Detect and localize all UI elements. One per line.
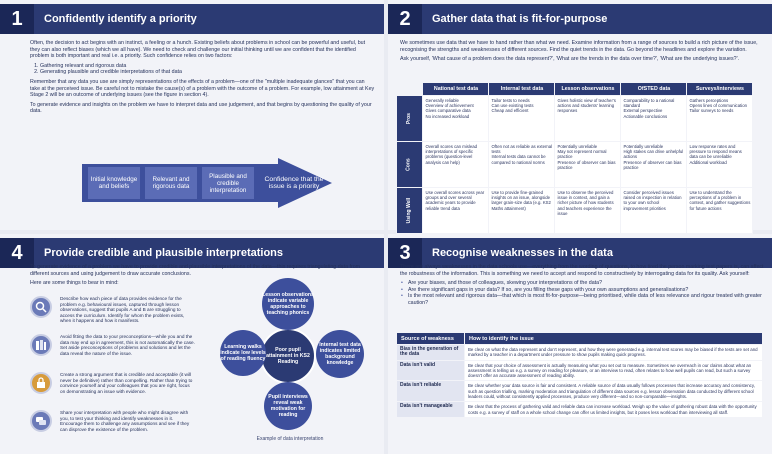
table-cell: Data isn't reliable bbox=[397, 381, 465, 402]
section-2-header bbox=[388, 4, 772, 34]
diagram-caption: Example of data interpretation bbox=[256, 436, 324, 442]
table-cell: Be clear that the process of gathering valid and reliable data can increase workload. Weigh up the value of gathering robust data with the opportunity costs e.g. a survey of staff on a whole school change can offer us limited insights, but it poses less workload than interviewing all staff. bbox=[465, 402, 763, 418]
table-cell: Use overall scores across year groups and over several academic years to provide reliable trend data bbox=[423, 188, 489, 234]
column-header: National test data bbox=[423, 83, 489, 96]
table-row bbox=[397, 188, 753, 234]
paragraph: Remember that any data you use are simply representations of the effects of a problem—one of the "multiple inadequate glances" that you can take at the perceived issue. Be careful not to mistake the cause(s) of a problem with the outcome of a problem. For example, low attainment at Key Stage 2 will be an outcome of underlying issues (see the figure in section 4). bbox=[30, 78, 375, 99]
intro-paragraph: There are always weaknesses in the data schools use—everything from the wording of questions, to how tired the person marking test papers is, can affect the robustness of the information. This is something we need to accept and respond to constructively by interrogating data for its quality. Ask yourself: bbox=[400, 264, 764, 277]
diagram-circle: Internal test data indicates limited background knowledge bbox=[316, 330, 364, 378]
table-row bbox=[397, 142, 753, 188]
table-row bbox=[397, 402, 763, 418]
intro-paragraph: To generate evidence of a problem we have to provide credible and plausible interpretations of the data—this requires triangulating data from different sources and using judgement to draw accurate conclusions. bbox=[30, 264, 361, 277]
list-item: • Are your biases, and those of colleagues, skewing your interpretations of the data? bbox=[400, 280, 764, 287]
table-cell: Often not as reliable as external tests Internal tests data cannot be compared to national norms bbox=[489, 142, 555, 188]
column-header: How to identify the issue bbox=[465, 333, 763, 345]
table-row bbox=[397, 360, 763, 381]
section-3-body bbox=[400, 264, 764, 310]
list-item: 1. Gathering relevant and rigorous data bbox=[40, 63, 376, 70]
section-title: Confidently identify a priority bbox=[44, 13, 197, 25]
table-cell: Use to observe the perceived issue in context, and gain a richer picture of how students and teachers experience the issue bbox=[555, 188, 621, 234]
row-label: Pros bbox=[397, 96, 423, 142]
paragraph: Ask yourself, 'What cause of a problem does the data represent?', 'What are the trends in the data over time?', 'What are the underlying issues?'. bbox=[400, 56, 740, 63]
table-cell: Be clear whether your data source is fair and consistent. A reliable source of data usually follows processes that increase accuracy and consistency, such as question trialling, marking moderation and triangulation of different data sources e.g. lesson observation data conducted by different school leaders could, without consistently applied processes, produce very different—and so non-comparable—insights. bbox=[465, 381, 763, 402]
table-cell: Gathers perceptions Opens lines of communication Tailor surveys to needs bbox=[687, 96, 753, 142]
step-box: Plausible and credible interpretation bbox=[202, 167, 254, 199]
table-corner bbox=[397, 83, 423, 96]
column-header: Source of weakness bbox=[397, 333, 465, 345]
table-cell: Potentially unreliable High stakes can drive unhelpful actions Presence of observer can bias practice bbox=[621, 142, 687, 188]
center-circle: Poor pupil attainment in KS2 Reading bbox=[260, 328, 316, 384]
diagram-circle: Lesson observations indicate variable approaches to teaching phonics bbox=[262, 278, 314, 330]
section-1-body bbox=[30, 40, 376, 118]
diagram-circle: Pupil interviews reveal weak motivation for reading bbox=[264, 382, 312, 430]
table-cell: Low response rates and pressure to respond means data can be unreliable Additional workload bbox=[687, 142, 753, 188]
table-row bbox=[397, 381, 763, 402]
section-title: Provide credible and plausible interpretations bbox=[44, 247, 284, 259]
questions-list bbox=[400, 280, 764, 306]
tip-text: Share your interpretation with people who might disagree with you, to test your thinking and identify weaknesses in it. Encourage them to challenge any assumptions and see if they can disprove the existence of the problem. bbox=[60, 410, 190, 432]
data-sources-table bbox=[396, 82, 753, 234]
section-number: 4 bbox=[0, 238, 34, 268]
table-cell: Generally reliable Overview of achievement Gives comparative data No increased workload bbox=[423, 96, 489, 142]
process-arrow-diagram bbox=[82, 158, 332, 208]
column-header: Surveys/interviews bbox=[687, 83, 753, 96]
lock-icon bbox=[30, 372, 52, 394]
table-cell: Be clear on what the data represent and don't represent, and how they were generated e.g. internal test scores may be biased if the tests are set and marked by a teacher in a department under pressure to show pupils making quick progress. bbox=[465, 345, 763, 361]
section-number: 3 bbox=[388, 238, 422, 268]
books-icon bbox=[30, 334, 52, 356]
table-row bbox=[397, 345, 763, 361]
table-row bbox=[397, 96, 753, 142]
tip-text: Describe how each piece of data provides evidence for the problem e.g. behavioural issues, captured through lesson observations, suggest that pupils A and B are struggling to access the curriculum. Identify for whom the problem exists, when it happens and how it manifests. bbox=[60, 296, 185, 324]
intro-paragraph: We sometimes use data that we have to hand rather than what we need. Examine information from a range of sources to build a rich picture of the issue, recognising the strengths and weaknesses of different sources. Find the quiet trends in the data. Go beyond the headlines and explore the variation. bbox=[400, 40, 758, 53]
column-header: OfSTED data bbox=[621, 83, 687, 96]
section-number: 2 bbox=[388, 4, 422, 34]
interpretation-diagram bbox=[200, 278, 380, 428]
table-cell: Comparability to a national standard External perspective Actionable conclusions bbox=[621, 96, 687, 142]
tip-text: Avoid fitting the data to your preconceptions—while you and the data may end up in agreement, this is not automatically the case. Set aside preconceptions of problems and solutions and let the data reveal the nature of the issue. bbox=[60, 334, 195, 356]
table-cell: Consider perceived issues raised on inspection in relation to your own school improvement priorities bbox=[621, 188, 687, 234]
row-label: Cons bbox=[397, 142, 423, 188]
list-item: • Is the most relevant and rigorous data—that which is most fit-for-purpose—being prioritised, while data of less relevance and rigour treated with greater caution? bbox=[400, 293, 764, 306]
table-cell: Overall scores can mislead interpretations of specific problems (question-level analysis can help) bbox=[423, 142, 489, 188]
table-cell: Use to provide fine-grained insights on an issue, alongside larger grain-size data (e.g. KS2 Maths attainment) bbox=[489, 188, 555, 234]
paragraph: To generate evidence and insights on the problem we have to interpret data and use judgement, and that begins by questioning the quality of your data. bbox=[30, 101, 372, 115]
tip-text: Create a strong argument that is credible and acceptable (it will never be definitive) rather than compelling. Rather than trying to convince yourself and your colleagues that you are right, focus on demonstrating an issue with evidence. bbox=[60, 372, 193, 394]
paragraph: Here are some things to bear in mind: bbox=[30, 280, 119, 287]
list-item: 2. Generating plausible and credible interpretations of that data bbox=[40, 69, 376, 76]
step-box: Relevant and rigorous data bbox=[145, 167, 197, 199]
section-1-header bbox=[0, 4, 384, 34]
magnifier-icon bbox=[30, 296, 52, 318]
column-header: Internal test data bbox=[489, 83, 555, 96]
column-header: Lesson observations bbox=[555, 83, 621, 96]
diagram-circle: Learning walks indicate low levels of reading fluency bbox=[220, 330, 266, 376]
section-title: Recognise weaknesses in the data bbox=[432, 247, 613, 259]
table-cell: Use to understand the perceptions of a problem in context, and gather suggestions for future actions bbox=[687, 188, 753, 234]
step-box: Initial knowledge and beliefs bbox=[88, 167, 140, 199]
table-cell: Tailor tests to needs Can use existing tests Cheap and efficient bbox=[489, 96, 555, 142]
row-label: Using Well bbox=[397, 188, 423, 234]
section-2-body bbox=[400, 40, 764, 66]
intro-paragraph: Often, the decision to act begins with an instinct, a feeling or a hunch. Existing beliefs about problems in school can be powerful and useful, but they can also reflect biases (which we all have). We need to check and challenge our initial thinking until we are confident that the identified problem is both important and real i.e. a priority. Such confidence relies on two factors: bbox=[30, 40, 366, 60]
table-cell: Data isn't manageable bbox=[397, 402, 465, 418]
weakness-table bbox=[396, 332, 763, 418]
step-box: Confidence that the issue is a priority bbox=[264, 176, 324, 190]
table-cell: Be clear that your choice of assessment is actually measuring what you set out to measure. Sometimes we overreach in our claims about what an assessment is telling us e.g. a survey on reading for pleasure, or an interview to read, often relates to how well pupils can read, but such a survey doesn't offer an accurate assessment of reading ability. bbox=[465, 360, 763, 381]
table-cell: Bias in the generation of the data bbox=[397, 345, 465, 361]
section-title: Gather data that is fit-for-purpose bbox=[432, 13, 608, 25]
chat-icon bbox=[30, 410, 52, 432]
section-number: 1 bbox=[0, 4, 34, 34]
table-cell: Gives holistic view of teacher's actions and students' learning responses bbox=[555, 96, 621, 142]
list-item: • Are there significant gaps in your data? If so, are you filling these gaps with your own assumptions and generalisations? bbox=[400, 287, 764, 294]
table-cell: Data isn't valid bbox=[397, 360, 465, 381]
table-cell: Potentially unreliable May not represent normal practice Presence of observer can bias practice bbox=[555, 142, 621, 188]
factors-list bbox=[40, 63, 376, 76]
